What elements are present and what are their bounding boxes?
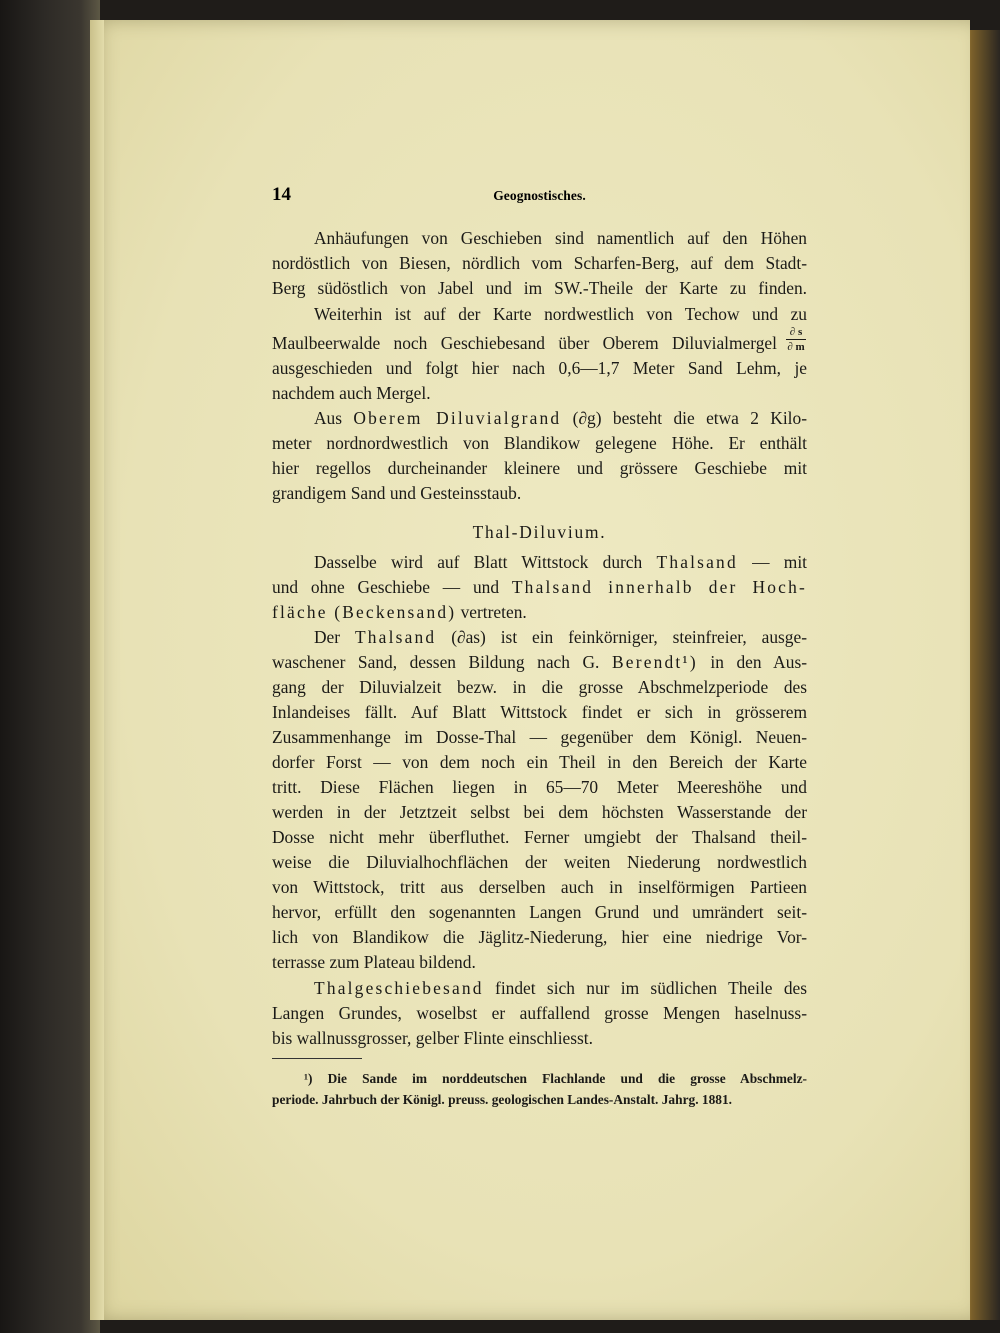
term-beckensand: fläche (Beckensand) — [272, 602, 457, 622]
text-line: Inlandeises fällt. Auf Blatt Wittstock findet er sich in grösserem — [272, 702, 807, 722]
text-line: tritt. Diese Flächen liegen in 65—70 Meter Meereshöhe und — [272, 777, 807, 797]
text-line — [272, 650, 807, 675]
text-run: — mit — [752, 552, 807, 572]
text-line: nachdem auch Mergel. — [272, 383, 431, 403]
text-line: weise die Diluvialhochflächen der weiten Niederung nordwestlich — [272, 852, 807, 872]
text-line: Dosse nicht mehr überfluthet. Ferner umgiebt der Thalsand theil- — [272, 827, 807, 847]
section-heading: Thal-Diluvium. — [472, 522, 607, 542]
page-header — [272, 184, 807, 210]
term-oberem-diluvialgrand: Oberem Diluvialgrand — [353, 408, 562, 428]
text-line — [314, 976, 807, 1001]
text-run: (∂g) besteht die etwa 2 Kilo- — [572, 408, 807, 428]
text-line: gang der Diluvialzeit bezw. in die grosse Abschmelzperiode des — [272, 677, 807, 697]
text-line — [272, 575, 807, 600]
text-line: von Wittstock, tritt aus derselben auch in inselförmigen Partieen — [272, 877, 807, 897]
term-thalsand-hochflaeche: Thalsand innerhalb der Hoch- — [511, 577, 807, 597]
text-line — [314, 406, 807, 431]
text-line — [314, 550, 807, 575]
text-line: Berg südöstlich von Jabel und im SW.-Theile der Karte zu finden. — [272, 278, 807, 298]
term-thalgeschiebesand: Thalgeschiebesand — [314, 978, 484, 998]
text-line: nordöstlich von Biesen, nördlich vom Scharfen-Berg, auf dem Stadt- — [272, 253, 807, 273]
term-thalsand: Thalsand — [656, 552, 738, 572]
author-berendt: Berendt¹) — [611, 652, 698, 672]
footnote-rule — [272, 1058, 362, 1059]
text-line — [272, 600, 807, 625]
text-line: Anhäufungen von Geschieben sind namentlich auf den Höhen — [314, 228, 807, 248]
text-line: Zusammenhange im Dosse-Thal — gegenüber dem Königl. Neuen- — [272, 727, 807, 747]
fraction-numerator: ∂ s — [789, 326, 803, 338]
text-line: terrasse zum Plateau bildend. — [272, 952, 476, 972]
fraction-denominator: ∂ m — [787, 341, 805, 353]
text-line: bis wallnussgrosser, gelber Flinte einschliesst. — [272, 1028, 593, 1048]
page-gutter — [90, 20, 104, 1320]
text-line: Langen Grundes, woselbst er auffallend grosse Mengen haselnuss- — [272, 1003, 807, 1023]
text-line: ausgeschieden und folgt hier nach 0,6—1,7 Meter Sand Lehm, je — [272, 358, 807, 378]
text-run: findet sich nur im südlichen Theile des — [495, 978, 807, 998]
running-head: Geognostisches. — [493, 188, 586, 203]
text-line: grandigem Sand und Gesteinsstaub. — [272, 483, 522, 503]
footnote-line: ¹) Die Sande im norddeutschen Flachlande und die grosse Abschmelz- — [304, 1071, 807, 1086]
text-run: in den Aus- — [710, 652, 807, 672]
text-line — [314, 625, 807, 650]
text-run: Aus — [314, 408, 343, 428]
fraction-bar — [786, 339, 806, 340]
term-thalsand: Thalsand — [354, 627, 437, 647]
text-run: (∂as) ist ein feinkörniger, steinfreier, ausge- — [451, 627, 807, 647]
fraction-symbol — [784, 326, 808, 353]
text-line: Weiterhin ist auf der Karte nordwestlich von Techow und zu — [314, 304, 807, 324]
text-line: meter nordnordwestlich von Blandikow gelegene Höhe. Er enthält — [272, 433, 807, 453]
text-line: Maulbeerwalde noch Geschiebesand über Oberem Diluvialmergel — [272, 333, 777, 353]
text-line: werden in der Jetztzeit selbst bei dem höchsten Wasserstande der — [272, 802, 807, 822]
text-run: vertreten. — [460, 602, 527, 622]
text-run: waschener Sand, dessen Bildung nach G. — [272, 652, 600, 672]
book-binding — [0, 0, 100, 1333]
text-run: Der — [314, 627, 341, 647]
text-line: lich von Blandikow die Jäglitz-Niederung, hier eine niedrige Vor- — [272, 927, 807, 947]
text-line: hervor, erfüllt den sogenannten Langen Grund und umrändert seit- — [272, 902, 807, 922]
footnote-line: periode. Jahrbuch der Königl. preuss. geologischen Landes-Anstalt. Jahrg. 1881. — [272, 1092, 733, 1107]
text-line: hier regellos durcheinander kleinere und grössere Geschiebe mit — [272, 458, 807, 478]
page-number: 14 — [272, 184, 291, 205]
text-run: Dasselbe wird auf Blatt Wittstock durch — [314, 552, 643, 572]
text-line: dorfer Forst — von dem noch ein Theil in den Bereich der Karte — [272, 752, 807, 772]
text-run: und ohne Geschiebe — und — [272, 577, 500, 597]
